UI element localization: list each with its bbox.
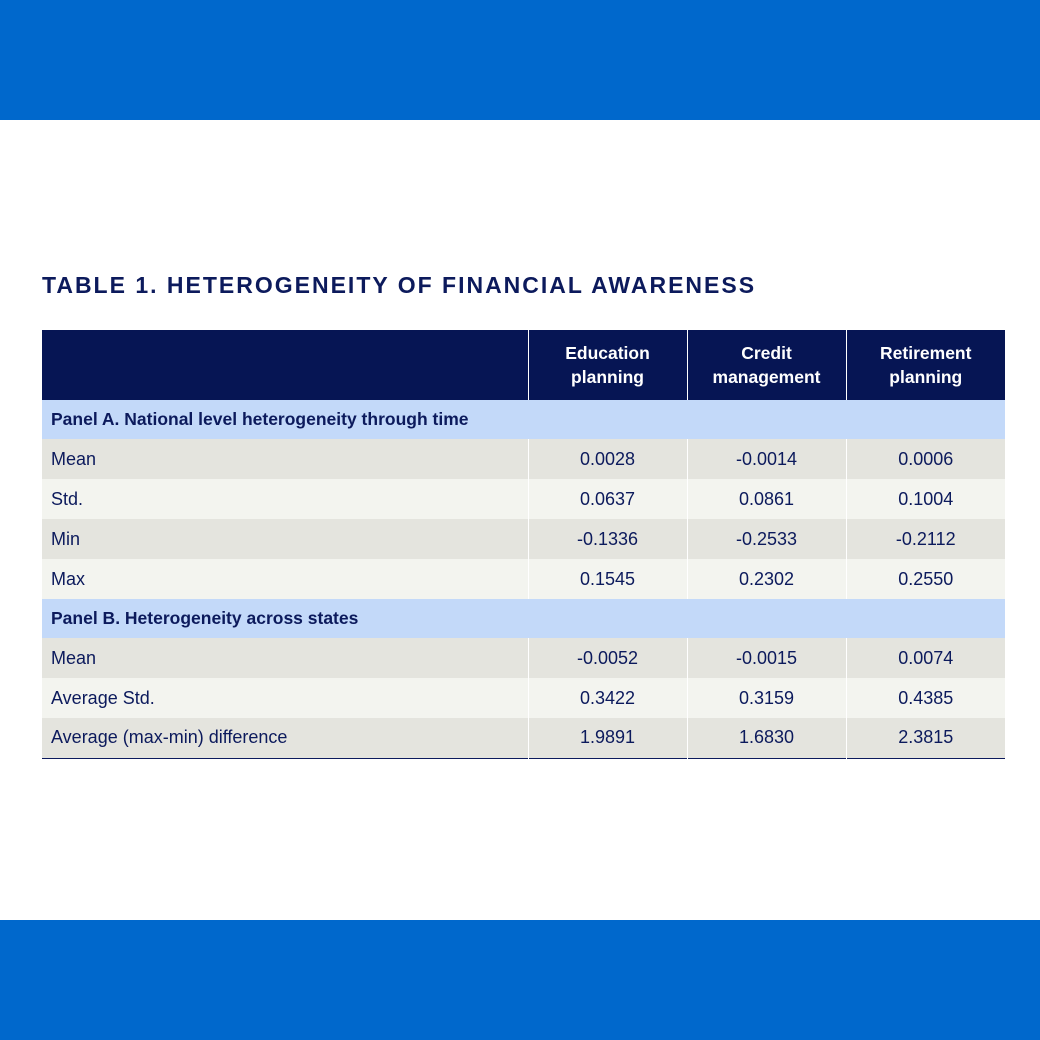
panel-a-header-row bbox=[42, 400, 1005, 439]
value-cell: 1.6830 bbox=[687, 718, 846, 758]
table-row bbox=[42, 678, 1005, 718]
row-label: Std. bbox=[42, 479, 528, 519]
table-row bbox=[42, 479, 1005, 519]
value-cell: -0.0052 bbox=[528, 638, 687, 678]
table-row bbox=[42, 638, 1005, 678]
panel-b-header-row bbox=[42, 599, 1005, 638]
financial-awareness-table bbox=[42, 330, 1005, 759]
value-cell: 1.9891 bbox=[528, 718, 687, 758]
value-cell: 0.2302 bbox=[687, 559, 846, 599]
value-cell: 0.0637 bbox=[528, 479, 687, 519]
row-label: Average (max-min) difference bbox=[42, 718, 528, 758]
top-banner bbox=[0, 0, 1040, 120]
value-cell: -0.2112 bbox=[846, 519, 1005, 559]
row-label: Max bbox=[42, 559, 528, 599]
row-label-header bbox=[42, 330, 528, 400]
column-header-line: Retirement bbox=[880, 343, 972, 363]
column-header-retirement-planning bbox=[846, 330, 1005, 400]
value-cell: -0.0014 bbox=[687, 439, 846, 479]
value-cell: 0.1545 bbox=[528, 559, 687, 599]
row-label: Min bbox=[42, 519, 528, 559]
panel-b-title: Panel B. Heterogeneity across states bbox=[42, 599, 1005, 638]
value-cell: -0.2533 bbox=[687, 519, 846, 559]
column-header-line: Credit bbox=[741, 343, 792, 363]
value-cell: 2.3815 bbox=[846, 718, 1005, 758]
table-row bbox=[42, 439, 1005, 479]
table-title: TABLE 1. HETEROGENEITY OF FINANCIAL AWARENESS bbox=[42, 272, 757, 298]
table-row bbox=[42, 559, 1005, 599]
table-header-row bbox=[42, 330, 1005, 400]
column-header-line: management bbox=[712, 367, 821, 387]
value-cell: 0.0861 bbox=[687, 479, 846, 519]
row-label: Mean bbox=[42, 439, 528, 479]
value-cell: 0.3159 bbox=[687, 678, 846, 718]
column-header-credit-management bbox=[687, 330, 846, 400]
row-label: Mean bbox=[42, 638, 528, 678]
bottom-banner bbox=[0, 920, 1040, 1040]
table-row bbox=[42, 519, 1005, 559]
value-cell: 0.0074 bbox=[846, 638, 1005, 678]
column-header-line: planning bbox=[571, 367, 644, 387]
column-header-line: planning bbox=[889, 367, 963, 387]
value-cell: -0.0015 bbox=[687, 638, 846, 678]
value-cell: 0.3422 bbox=[528, 678, 687, 718]
row-label: Average Std. bbox=[42, 678, 528, 718]
column-header-education-planning bbox=[528, 330, 687, 400]
panel-a-title: Panel A. National level heterogeneity through time bbox=[42, 400, 1005, 439]
value-cell: 0.0028 bbox=[528, 439, 687, 479]
column-header-line: Education bbox=[565, 343, 650, 363]
value-cell: 0.2550 bbox=[846, 559, 1005, 599]
value-cell: 0.4385 bbox=[846, 678, 1005, 718]
value-cell: -0.1336 bbox=[528, 519, 687, 559]
table-row bbox=[42, 718, 1005, 758]
value-cell: 0.0006 bbox=[846, 439, 1005, 479]
value-cell: 0.1004 bbox=[846, 479, 1005, 519]
